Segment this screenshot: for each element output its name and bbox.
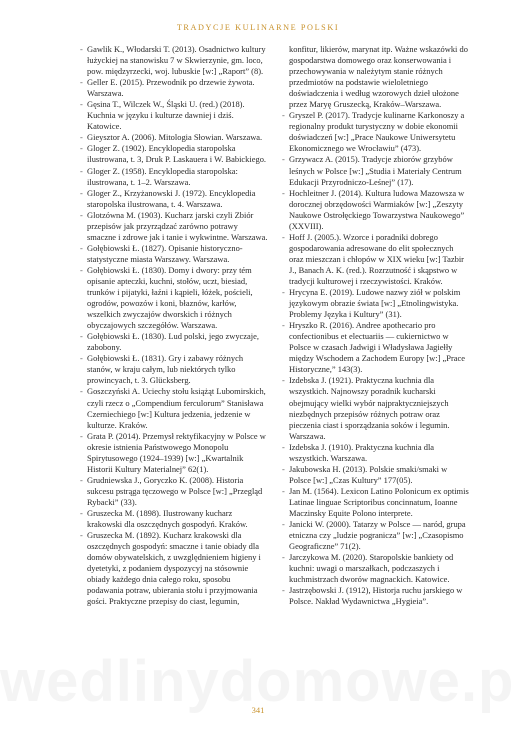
- bibliography-entry: - Gołębiowski Ł. (1830). Domy i dwory: przy tém opisanie apteczki, kuchni, stołów, uczt, biesiad, trunków i pijatyki, łaźni i kąpieli, łóżek, pościeli, ogrodów, powozów i koni, błaznów, karłów, wszelkich zwyczajów dworskich i różnych obyczajowych szczegółów. Warszawa.: [80, 265, 268, 331]
- bibliography-entry: - Izdebska J. (1921). Praktyczna kuchnia dla wszystkich. Najnowszy poradnik kucharski obejmujący wielki wybór najpraktyczniejszych niezbędnych przepisów różnych potraw oraz pieczenia ciast i sporządzania soków i legumin. Warszawa.: [282, 375, 470, 441]
- bibliography-entry: - Jastrzębowski J. (1912), Historja ruchu jarskiego w Polsce. Nakład Wydawnictwa „Hygieia”.: [282, 585, 470, 607]
- bibliography-entry: - Gruszecka M. (1892). Kucharz krakowski dla oszczędnych gospodyń: smaczne i tanie obiady dla domów obywatelskich, z uwzględnieniem higieny i dyetetyki, z podaniem dyspozycyj na stósownie obiady każdego dnia całego roku, sposobu podawania potraw, ubierania stołu i przyjmowania gości. Praktyczne przepisy do ciast, legumin,: [80, 530, 268, 607]
- bibliography-entry: - Jan M. (1564). Lexicon Latino Polonicum ex optimis Latinae linguae Scriptoribus concinnatum, Ioanne Maczinsky Equite Polono interprete.: [282, 486, 470, 519]
- bibliography-entry: - Grzywacz A. (2015). Tradycje zbiorów grzybów leśnych w Polsce [w:] „Studia i Materiały Centrum Edukacji Przyrodniczo-Leśnej” (17).: [282, 154, 470, 187]
- bibliography-entry: - Janicki W. (2000). Tatarzy w Polsce — naród, grupa etniczna czy „ludzie pogranicza” [w:] „Czasopismo Geograficzne” 71(2).: [282, 519, 470, 552]
- bibliography-entry: - Gawlik K., Włodarski T. (2013). Osadnictwo kultury łużyckiej na stanowisku 7 w Skwierzynie, gm. loco, pow. międzyrzecki, woj. lubuskie [w:] „Raport” (8).: [80, 44, 268, 77]
- bibliography-entry: - Gruszecka M. (1898). Ilustrowany kucharz krakowski dla oszczędnych gospodyń. Kraków.: [80, 508, 268, 530]
- bibliography-left-column: [80, 44, 268, 607]
- bibliography-right-column: [282, 44, 470, 607]
- bibliography-entry: - Gloger Z., Krzyżanowski J. (1972). Encyklopedia staropolska ilustrowana, t. 4. Warszawa.: [80, 188, 268, 210]
- running-header: TRADYCJE KULINARNE POLSKI: [176, 23, 340, 32]
- page-number: 341: [251, 705, 265, 715]
- bibliography-entry: - Gryszel P. (2017). Tradycje kulinarne Karkonoszy a regionalny produkt turystyczny w dobie ekonomii doświadczeń [w:] „Prace Naukowe Uniwersytetu Ekonomicznego we Wrocławiu” (473).: [282, 110, 470, 154]
- bibliography-entry: - Gloger Z. (1902). Encyklopedia staropolska ilustrowana, t. 3, Druk P. Laskauera i W. Babickiego.: [80, 143, 268, 165]
- bibliography-entry: - Grata P. (2014). Przemysł rektyfikacyjny w Polsce w okresie istnienia Państwowego Monopolu Spirytusowego (1924–1939) [w:] „Kwartalnik Historii Kultury Materialnej” 62(1).: [80, 431, 268, 475]
- bibliography-entry-continued: konfitur, likierów, marynat itp. Ważne wskazówki do gospodarstwa domowego oraz konserwowania i przechowywania w należytym stanie różnych przedmiotów na podstawie wieloletniego doświadczenia i według wzorowych dzieł ułożone przez Maryę Gruszecką, Kraków–Warszawa.: [289, 44, 468, 110]
- bibliography-entry: - Jarczykowa M. (2020). Staropolskie bankiety od kuchni: uwagi o marszałkach, podczaszych i kuchmistrzach dworów magnackich. Katowice.: [282, 552, 470, 585]
- bibliography-entry: - Glotzówna M. (1903). Kucharz jarski czyli Zbiór przepisów jak przyrządzać zarówno potrawy smaczne i zdrowe jak i tanie i wykwintne. Warszawa.: [80, 210, 268, 243]
- bibliography-entry: - Hryszko R. (2016). Andree apothecario pro confectionibus et electuariis — cukiernictwo w Polsce w czasach Jadwigi i Władysława Jagiełły między Wschodem a Zachodem Europy [w:] „Prace Historyczne,” 143(3).: [282, 320, 470, 375]
- bibliography-entry: - Gęsina T., Wilczek W., Śląski U. (red.) (2018). Kuchnia w języku i kulturze dawniej i dziś. Katowice.: [80, 99, 268, 132]
- bibliography-entry: - Jakubowska H. (2013). Polskie smaki/smaki w Polsce [w:] „Czas Kultury” 177(05).: [282, 464, 470, 486]
- bibliography-entry: - Hrycyna E. (2019). Ludowe nazwy ziół w polskim językowym obrazie świata [w:] „Etnolingwistyka. Problemy Języka i Kultury” (31).: [282, 287, 470, 320]
- bibliography-entry: - Hoff J. (2005.). Wzorce i poradniki dobrego gospodarowania adresowane do elit społecznych oraz mieszczan i chłopów w XIX wieku [w:] Tazbir J., Banach A. K. (red.). Rozrzutność i skąpstwo w tradycji kulturowej i rzeczywistości. Kraków.: [282, 232, 470, 287]
- bibliography-entry: - Gołębiowski Ł. (1827). Opisanie historyczno-statystyczne miasta Warszawy. Warszawa.: [80, 243, 268, 265]
- bibliography-entry: - Goszczyński A. Uciechy stołu książąt Lubomirskich, czyli rzecz o „Compendium ferculorum” Stanisława Czerniechiego [w:] Kultura jedzenia, jedzenie w kulturze. Kraków.: [80, 386, 268, 430]
- bibliography-entry: - Hochleitner J. (2014). Kultura ludowa Mazowsza w dorocznej obrzędowości Warmiaków [w:] „Zeszyty Naukowe Ostrołęckiego Towarzystwa Naukowego” (XXVIII).: [282, 188, 470, 232]
- bibliography-entry: - Grudniewska J., Goryczko K. (2008). Historia sukcesu pstrąga tęczowego w Polsce [w:] „Przegląd Rybacki” (33).: [80, 475, 268, 508]
- bibliography-entry: - Gołębiowski Ł. (1831). Gry i zabawy różnych stanów, w kraju całym, lub niektórych tylko prowincyach, t. 3. Glücksberg.: [80, 353, 268, 386]
- bibliography-entry: - Izdebska J. (1910). Praktyczna kuchnia dla wszystkich. Warszawa.: [282, 442, 470, 464]
- bibliography-entry: - Geller E. (2015). Przewodnik po drzewie żywota. Warszawa.: [80, 77, 268, 99]
- bibliography-entry: - Gloger Z. (1958). Encyklopedia staropolska: ilustrowana, t. 1–2. Warszawa.: [80, 166, 268, 188]
- bibliography-entry: - Gołębiowski Ł. (1830). Lud polski, jego zwyczaje, zabobony.: [80, 331, 268, 353]
- bibliography-entry: - Gieysztor A. (2006). Mitologia Słowian. Warszawa.: [80, 132, 268, 143]
